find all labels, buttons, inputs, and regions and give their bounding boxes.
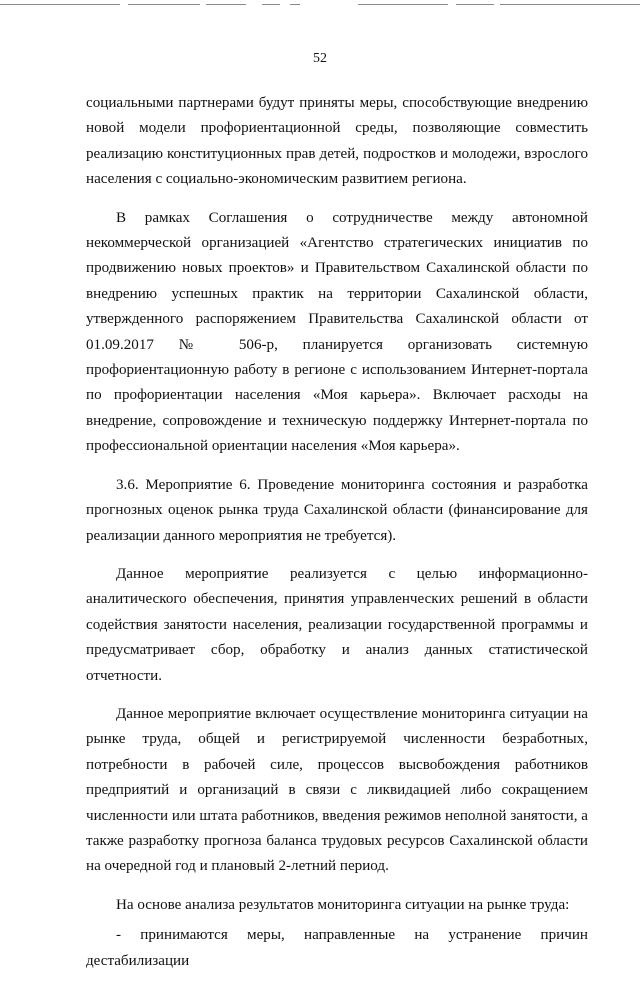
paragraph-continuation: социальными партнерами будут приняты меры, способствующие внедрению новой модели профориентационной среды, позволяющие совместить реализацию конституционных прав детей, подростков и молодежи, взрослого населения с социально-экономическим развитием региона. xyxy=(86,95,588,188)
page-number: 52 xyxy=(313,51,327,66)
paragraph-agreement: В рамках Соглашения о сотрудничестве между автономной некоммерческой организацией «Агентство стратегических инициатив по продвижению новых проектов» и Правительством Сахалинской области по внедрению успешных практик на территории Сахалинской области, утвержденного распоряжением Правительства Сахалинской области от 01.09.2017 № 506-р, планируется организовать системную профориентационную работу в регионе с использованием Интернет-портала по профориентации населения «Моя карьера». Включает расходы на внедрение, сопровождение и техническую поддержку Интернет-портала по профессиональной ориентации населения «Моя карьера». xyxy=(86,209,588,455)
paragraph-purpose: Данное мероприятие реализуется с целью информационно-аналитического обеспечения, принятия управленческих решений в области содействия занятости населения, реализации государственной программы и предусматривает сбор, обработку и анализ данных статистической отчетности. xyxy=(86,565,588,684)
document-body xyxy=(86,91,588,987)
scan-artifact-top-edge xyxy=(0,4,640,8)
paragraph-analysis-intro: На основе анализа результатов мониторинга ситуации на рынке труда: xyxy=(116,896,570,913)
paragraph-monitoring-scope: Данное мероприятие включает осуществление мониторинга ситуации на рынке труда, общей и регистрируемой численности безработных, потребности в рабочей силе, процессов высвобождения работников предприятий и организаций в связи с ликвидацией либо сокращением численности или штата работников, введения режимов неполной занятости, а также разработку прогноза баланса трудовых ресурсов Сахалинской области на очередной год и плановый 2-летний период. xyxy=(86,705,588,875)
list-item-measures: - принимаются меры, направленные на устранение причин дестабилизации xyxy=(86,927,588,969)
paragraph-section-3-6: 3.6. Мероприятие 6. Проведение мониторинга состояния и разработка прогнозных оценок рынка труда Сахалинской области (финансирование для реализации данного мероприятия не требуется). xyxy=(86,476,588,544)
